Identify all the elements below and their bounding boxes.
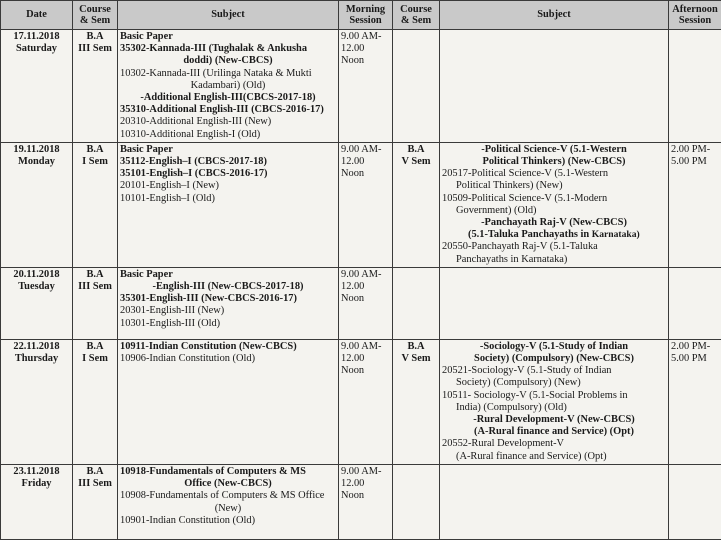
course-cell: B.A I Sem bbox=[73, 339, 118, 464]
course-cell-2: B.A V Sem bbox=[393, 142, 440, 267]
header-subject-2: Subject bbox=[440, 1, 669, 30]
header-afternoon-session: Afternoon Session bbox=[669, 1, 721, 30]
header-morning-session: Morning Session bbox=[339, 1, 393, 30]
header-subject: Subject bbox=[118, 1, 339, 30]
subject-cell: 10918-Fundamentals of Computers & MS Office (New-CBCS) 10908-Fundamentals of Computers & MS Office (New) 10901-Indian Constitution (Old) bbox=[118, 464, 339, 539]
header-course-sem-2: Course & Sem bbox=[393, 1, 440, 30]
afternoon-session-cell bbox=[669, 30, 721, 143]
table-row bbox=[1, 464, 721, 539]
course-cell: B.A III Sem bbox=[73, 464, 118, 539]
subject-cell: Basic Paper 35302-Kannada-III (Tughalak & Ankusha doddi) (New-CBCS) 10302-Kannada-III (Urilinga Nataka & Mukti Kadambari) (Old) -Additional English-III(CBCS-2017-18) 35310-Additional English-III (CBCS-2016-17) 20310-Additional English-III (New) 10310-Additional English-I (Old) bbox=[118, 30, 339, 143]
header-row bbox=[1, 1, 721, 30]
afternoon-session-cell: 2.00 PM-5.00 PM bbox=[669, 339, 721, 464]
table-row bbox=[1, 142, 721, 267]
date-cell: 23.11.2018 Friday bbox=[1, 464, 73, 539]
subject-cell-2 bbox=[440, 267, 669, 339]
subject-cell-2 bbox=[440, 464, 669, 539]
date-cell: 22.11.2018 Thursday bbox=[1, 339, 73, 464]
morning-session-cell: 9.00 AM-12.00 Noon bbox=[339, 267, 393, 339]
date-cell: 19.11.2018 Monday bbox=[1, 142, 73, 267]
afternoon-session-cell: 2.00 PM-5.00 PM bbox=[669, 142, 721, 267]
subject-cell: Basic Paper -English-III (New-CBCS-2017-18) 35301-English-III (New-CBCS-2016-17) 20301-English-III (New) 10301-English-III (Old) bbox=[118, 267, 339, 339]
morning-session-cell: 9.00 AM-12.00 Noon bbox=[339, 142, 393, 267]
subject-cell-2: -Sociology-V (5.1-Study of Indian Society) (Compulsory) (New-CBCS) 20521-Sociology-V (5.1-Study of Indian Society) (Compulsory) (New) 10511- Sociology-V (5.1-Social Problems in India) (Compulsory) (Old) -Rural Development-V (New-CBCS) (A-Rural finance and Service) (Opt) 20552-Rural Development-V (A-Rural finance and Service) (Opt) bbox=[440, 339, 669, 464]
table-row bbox=[1, 30, 721, 143]
date-cell: 20.11.2018 Tuesday bbox=[1, 267, 73, 339]
course-cell-2: B.A V Sem bbox=[393, 339, 440, 464]
course-cell: B.A III Sem bbox=[73, 30, 118, 143]
header-course-sem: Course & Sem bbox=[73, 1, 118, 30]
morning-session-cell: 9.00 AM-12.00 Noon bbox=[339, 339, 393, 464]
subject-cell-2 bbox=[440, 30, 669, 143]
afternoon-session-cell bbox=[669, 464, 721, 539]
course-cell-2 bbox=[393, 30, 440, 143]
morning-session-cell: 9.00 AM-12.00 Noon bbox=[339, 464, 393, 539]
course-cell-2 bbox=[393, 464, 440, 539]
course-cell: B.A I Sem bbox=[73, 142, 118, 267]
subject-cell-2: -Political Science-V (5.1-Western Political Thinkers) (New-CBCS) 20517-Political Science-V (5.1-Western Political Thinkers) (New) 10509-Political Science-V (5.1-Modern Government) (Old) -Panchayath Raj-V (New-CBCS) (5.1-Taluka Panchayaths in Karnataka) 20550-Panchayath Raj-V (5.1-Taluka Panchayaths in Karnataka) bbox=[440, 142, 669, 267]
table-row bbox=[1, 267, 721, 339]
afternoon-session-cell bbox=[669, 267, 721, 339]
course-cell: B.A III Sem bbox=[73, 267, 118, 339]
subject-cell: Basic Paper 35112-English–I (CBCS-2017-18) 35101-English–I (CBCS-2016-17) 20101-English–I (New) 10101-English–I (Old) bbox=[118, 142, 339, 267]
table-row bbox=[1, 339, 721, 464]
date-cell: 17.11.2018 Saturday bbox=[1, 30, 73, 143]
header-date: Date bbox=[1, 1, 73, 30]
subject-cell: 10911-Indian Constitution (New-CBCS) 10906-Indian Constitution (Old) bbox=[118, 339, 339, 464]
morning-session-cell: 9.00 AM-12.00 Noon bbox=[339, 30, 393, 143]
course-cell-2 bbox=[393, 267, 440, 339]
